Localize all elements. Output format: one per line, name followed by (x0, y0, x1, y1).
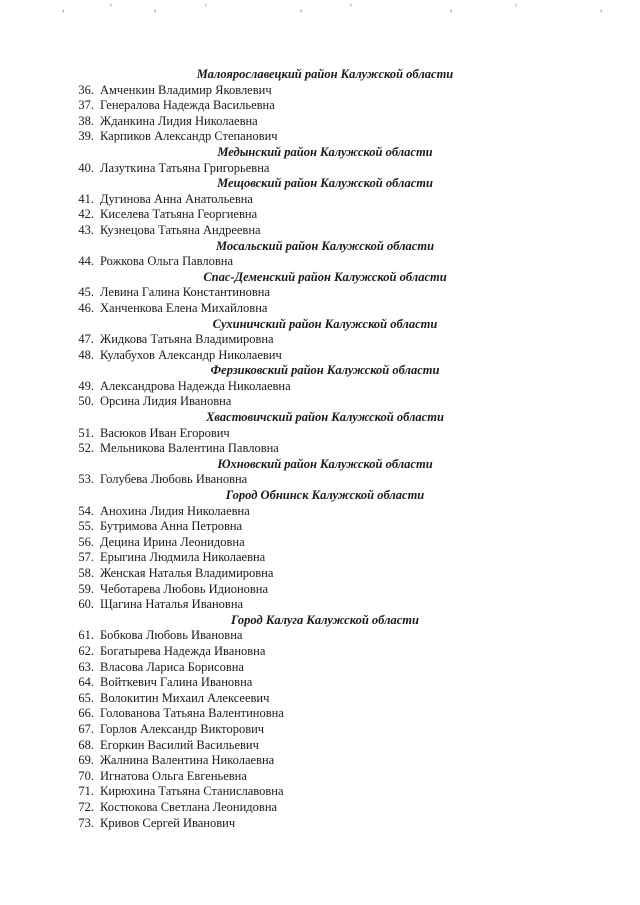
list-item-name: Мельникова Валентина Павловна (100, 441, 279, 456)
list-item-number: 45. (78, 285, 94, 300)
list-item-number: 38. (78, 113, 94, 128)
list-item-number: 68. (78, 737, 94, 752)
section-heading: Сухиничский район Калужской области (212, 316, 438, 331)
list-item (60, 738, 480, 754)
list-item-number: 60. (78, 597, 94, 612)
list-item (60, 129, 480, 145)
section-heading: Город Калуга Калужской области (231, 612, 419, 627)
list-item-number: 49. (78, 378, 94, 393)
list-item-number: 69. (78, 753, 94, 768)
list-item (60, 597, 480, 613)
section-heading: Мосальский район Калужской области (215, 238, 435, 253)
list-item-name: Волокитин Михаил Алексеевич (100, 690, 270, 705)
scan-mark: , (62, 3, 65, 14)
list-item (60, 348, 480, 364)
scan-mark: , (154, 3, 157, 14)
list-item (60, 582, 480, 598)
list-item (60, 722, 480, 738)
list-item (60, 379, 480, 395)
list-item (60, 83, 480, 99)
scan-mark: ' (515, 3, 517, 14)
list-item (60, 472, 480, 488)
list-item-name: Щагина Наталья Ивановна (100, 597, 244, 612)
list-item-name: Женская Наталья Владимировна (100, 566, 274, 580)
list-item (60, 114, 480, 130)
list-item (60, 254, 480, 270)
list-item-number: 41. (78, 191, 94, 206)
list-item-name: Ханченкова Елена Михайловна (100, 300, 268, 315)
list-item-name: Бобкова Любовь Ивановна (100, 628, 243, 643)
scan-mark: , (300, 3, 303, 14)
list-item (60, 800, 480, 816)
list-item-name: Лазуткина Татьяна Григорьевна (100, 160, 270, 175)
list-item (60, 628, 480, 644)
list-item (60, 301, 480, 317)
list-item-name: Киселева Татьяна Георгиевна (100, 207, 258, 222)
list-item-name: Войткевич Галина Ивановна (100, 675, 253, 690)
list-item-name: Егоркин Василий Васильевич (100, 737, 259, 752)
list-item-name: Жалнина Валентина Николаевна (100, 753, 275, 768)
list-item (60, 660, 480, 676)
list-item-name: Власова Лариса Борисовна (100, 659, 244, 674)
list-item-number: 56. (78, 534, 94, 549)
list-item-number: 40. (78, 160, 94, 175)
list-item-number: 63. (78, 659, 94, 674)
section-heading: Мещовский район Калужской области (217, 176, 433, 191)
list-item (60, 644, 480, 660)
list-item (60, 535, 480, 551)
list-item (60, 504, 480, 520)
list-item (60, 441, 480, 457)
list-item-name: Кривов Сергей Иванович (100, 815, 236, 830)
list-item (60, 285, 480, 301)
section-heading: Хвастовичский район Калужской области (206, 410, 444, 425)
list-item (60, 706, 480, 722)
list-item-number: 53. (78, 472, 94, 487)
list-item-number: 44. (78, 254, 94, 269)
list-item-name: Васюков Иван Егорович (100, 425, 230, 440)
list-item (60, 192, 480, 208)
list-item (60, 550, 480, 566)
list-item-number: 46. (78, 300, 94, 315)
scan-mark: ' (110, 3, 112, 14)
list-item-number: 59. (78, 581, 94, 596)
list-item-name: Карпиков Александр Степанович (100, 129, 278, 144)
list-item-name: Ерыгина Людмила Николаевна (100, 550, 266, 565)
list-item (60, 519, 480, 535)
list-item-number: 67. (78, 721, 94, 736)
list-item-name: Жидкова Татьяна Владимировна (100, 332, 274, 347)
list-item-number: 47. (78, 332, 94, 347)
list-item-number: 58. (78, 566, 94, 580)
list-item-name: Чеботарева Любовь Идионовна (100, 581, 269, 596)
list-item-name: Кирюхина Татьяна Станиславовна (100, 784, 284, 799)
section-heading: Ферзиковский район Калужской области (210, 363, 440, 378)
list-item (60, 394, 480, 410)
list-item-name: Голованова Татьяна Валентиновна (100, 706, 284, 721)
list-item-name: Голубева Любовь Ивановна (100, 472, 248, 487)
list-item (60, 223, 480, 239)
list-item-name: Дугинова Анна Анатольевна (100, 191, 253, 206)
list-item-number: 43. (78, 222, 94, 237)
list-item-number: 65. (78, 690, 94, 705)
list-item-number: 57. (78, 550, 94, 565)
list-item (60, 784, 480, 800)
list-item-name: Анохина Лидия Николаевна (100, 503, 250, 518)
list-item-number: 72. (78, 799, 94, 814)
section-heading: Медынский район Калужской области (217, 144, 433, 159)
list-item-number: 54. (78, 503, 94, 518)
list-item (60, 816, 480, 832)
list-item (60, 675, 480, 691)
list-item-name: Кузнецова Татьяна Андреевна (100, 222, 261, 237)
scan-mark: , (600, 3, 603, 14)
list-item (60, 753, 480, 769)
list-item (60, 332, 480, 348)
list-item-name: Кулабухов Александр Николаевич (100, 347, 282, 362)
scan-mark: ' (205, 3, 207, 14)
list-item-number: 39. (78, 129, 94, 144)
scan-mark: , (450, 3, 453, 14)
list-item-number: 51. (78, 425, 94, 440)
list-item-number: 71. (78, 784, 94, 799)
list-item-name: Амченкин Владимир Яковлевич (100, 82, 272, 97)
list-item-number: 66. (78, 706, 94, 721)
list-item-name: Левина Галина Константиновна (100, 285, 271, 300)
section-heading: Юхновский район Калужской области (217, 456, 433, 471)
list-item-name: Костюкова Светлана Леонидовна (100, 799, 278, 814)
list-item-number: 52. (78, 441, 94, 456)
list-item-name: Орсина Лидия Ивановна (100, 394, 232, 409)
list-item-name: Жданкина Лидия Николаевна (100, 113, 258, 128)
list-item-number: 64. (78, 675, 94, 690)
list-item (60, 161, 480, 177)
section-heading: Малоярославецкий район Калужской области (196, 67, 454, 81)
list-item-number: 50. (78, 394, 94, 409)
section-heading: Спас-Деменский район Калужской области (203, 269, 447, 284)
list-item (60, 426, 480, 442)
scan-mark: ' (350, 3, 352, 14)
list-item-number: 70. (78, 768, 94, 783)
list-item-name: Децина Ирина Леонидовна (100, 534, 245, 549)
list-item (60, 207, 480, 223)
list-item-name: Генералова Надежда Васильевна (100, 98, 275, 113)
list-item-number: 73. (78, 815, 94, 830)
list-item-number: 42. (78, 207, 94, 222)
list-item (60, 691, 480, 707)
list-item-name: Горлов Александр Викторович (100, 721, 265, 736)
list-item-number: 61. (78, 628, 94, 643)
list-item-name: Рожкова Ольга Павловна (100, 254, 234, 269)
list-item-number: 55. (78, 519, 94, 534)
list-item (60, 98, 480, 114)
list-item-number: 48. (78, 347, 94, 362)
list-item-name: Игнатова Ольга Евгеньевна (100, 768, 247, 783)
list-item-number: 37. (78, 98, 94, 113)
list-item-name: Александрова Надежда Николаевна (100, 378, 291, 393)
section-heading: Город Обнинск Калужской области (225, 488, 425, 503)
list-item-number: 62. (78, 643, 94, 658)
list-item-name: Богатырева Надежда Ивановна (100, 643, 266, 658)
name-list (60, 67, 480, 831)
list-item (60, 566, 480, 582)
list-item (60, 769, 480, 785)
list-item-name: Бутримова Анна Петровна (100, 519, 243, 534)
list-item-number: 36. (78, 82, 94, 97)
